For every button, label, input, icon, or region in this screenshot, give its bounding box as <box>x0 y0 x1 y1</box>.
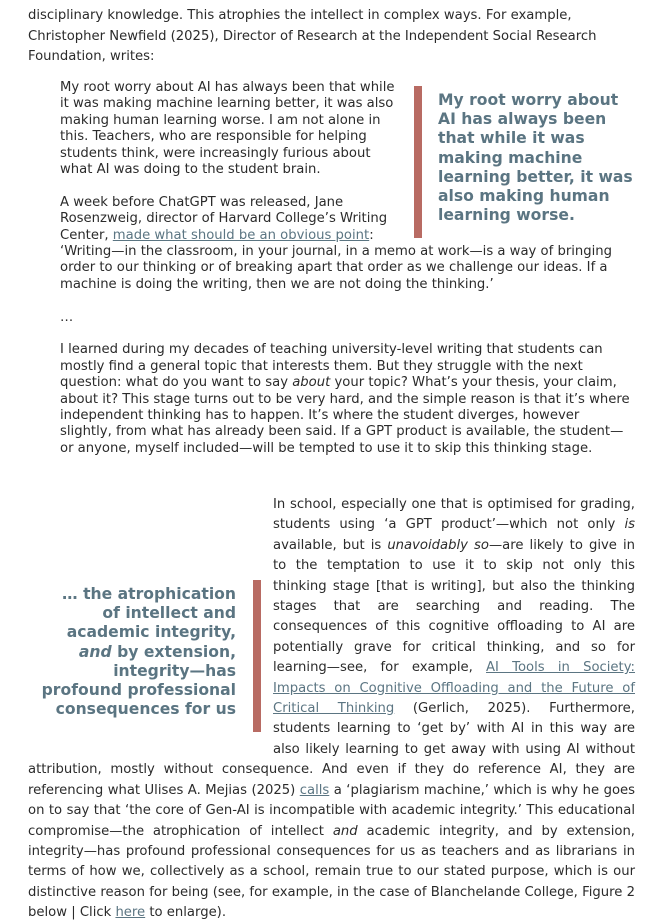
body-text: —are likely to give in to the temptation to use it to skip not only this thinking stage [that is writing], but also the thinking stages that are searching and reading. The consequences of this cognitive offloading to AI are potentially grave for critical thinking, and so for learning—see, for example, <box>273 537 635 676</box>
body-text: a ‘plagiarism machine,’ which is why he goes on to say that ‘the core of Gen-AI is incompatible with academic integrity.’ This educational compromise—the atrophication of intellect <box>28 782 635 839</box>
body-emphasis: unavoidably so <box>387 537 489 553</box>
calls-link[interactable]: calls <box>299 782 330 798</box>
pullquote-spacer <box>28 577 273 740</box>
body-text: In school, especially one that is optimised for grading, students using ‘a GPT product’—which not only <box>273 497 635 533</box>
quote-text: I learned during my decades of teaching university-level writing that students can mostly find a general topic that interests them. But they struggle with the next question: what do you want to say <box>60 342 603 391</box>
pullquote-text: by extension, integrity—has profound professional consequences for us <box>41 642 236 719</box>
quote-paragraph-2 <box>60 195 405 244</box>
quote-paragraph-2-continued: ‘Writing—in the classroom, in your journal, in a memo at work—is a way of bringing order to our thinking or of breaking apart that order as we challenge our ideas. If a machine is doing the writing, then we are not doing the thinking.’ <box>60 244 613 292</box>
body-emphasis: and <box>332 823 358 839</box>
body-text: (Gerlich, 2025). Furthermore, students learning to ‘get by’ with AI in this way are also likely learning to get away with using AI without attribution, mostly without consequence. And even if they do reference AI, they are referencing what Ulises A. Mejias (2025) <box>28 701 635 798</box>
quote-paragraph-1: My root worry about AI has always been that while it was making machine learning better, it was also making human learning worse. I am not alone in this. Teachers, who are responsible for helping students think, were increasingly furious about what AI was doing to the student brain. <box>60 80 395 178</box>
body-text: academic integrity, and by extension, integrity—has profound professional consequences for us as teachers and as librarians in terms of how we, collectively as a school, remain true to our stated purpose, which is our distinctive reason for being (see, for example, in the case of Blanchelande College, Figure 2 below | Click <box>28 823 635 921</box>
ai-tools-in-society-link[interactable]: AI Tools in Society: Impacts on Cognitive Offloading and the Future of Critical Thinking <box>273 660 635 717</box>
quote-emphasis: about <box>292 375 331 391</box>
enlarge-here-link[interactable]: here <box>115 905 146 921</box>
block-quote <box>60 80 632 457</box>
quote-text: A week before ChatGPT was released, Jane Rosenzweig, director of Harvard College’s Writing Center, <box>60 194 388 243</box>
pullquote-emphasis: and <box>78 642 112 661</box>
quote-paragraph-3 <box>60 342 632 457</box>
pullquote-text: … the atrophication of intellect and academic integrity, <box>62 585 236 642</box>
quote-ellipsis: … <box>60 309 74 325</box>
intro-paragraph: disciplinary knowledge. This atrophies the intellect in complex ways. For example, Christopher Newfield (2025), Director of Research at the Independent Social Research Foundation, writes: <box>28 8 597 64</box>
obvious-point-link[interactable]: made what should be an obvious point <box>112 227 370 243</box>
body-emphasis: is <box>624 517 635 533</box>
body-paragraph <box>28 495 635 924</box>
pullquote-top: My root worry about AI has always been that while it was making machine learning better, it was also making human learning worse. <box>438 91 633 225</box>
body-text: available, but is <box>273 537 388 553</box>
quote-text: your topic? What’s your thesis, your claim, about it? This stage turns out to be very hard, and the simple reason is that it’s where independent thinking has to happen. It’s where the student diverges, however slightly, from what has already been said. If a GPT product is available, the student—or anyone, myself included—will be tempted to use it to skip this thinking stage. <box>60 375 630 456</box>
quote-text: : <box>369 227 374 243</box>
body-text: to enlarge). <box>145 905 227 921</box>
